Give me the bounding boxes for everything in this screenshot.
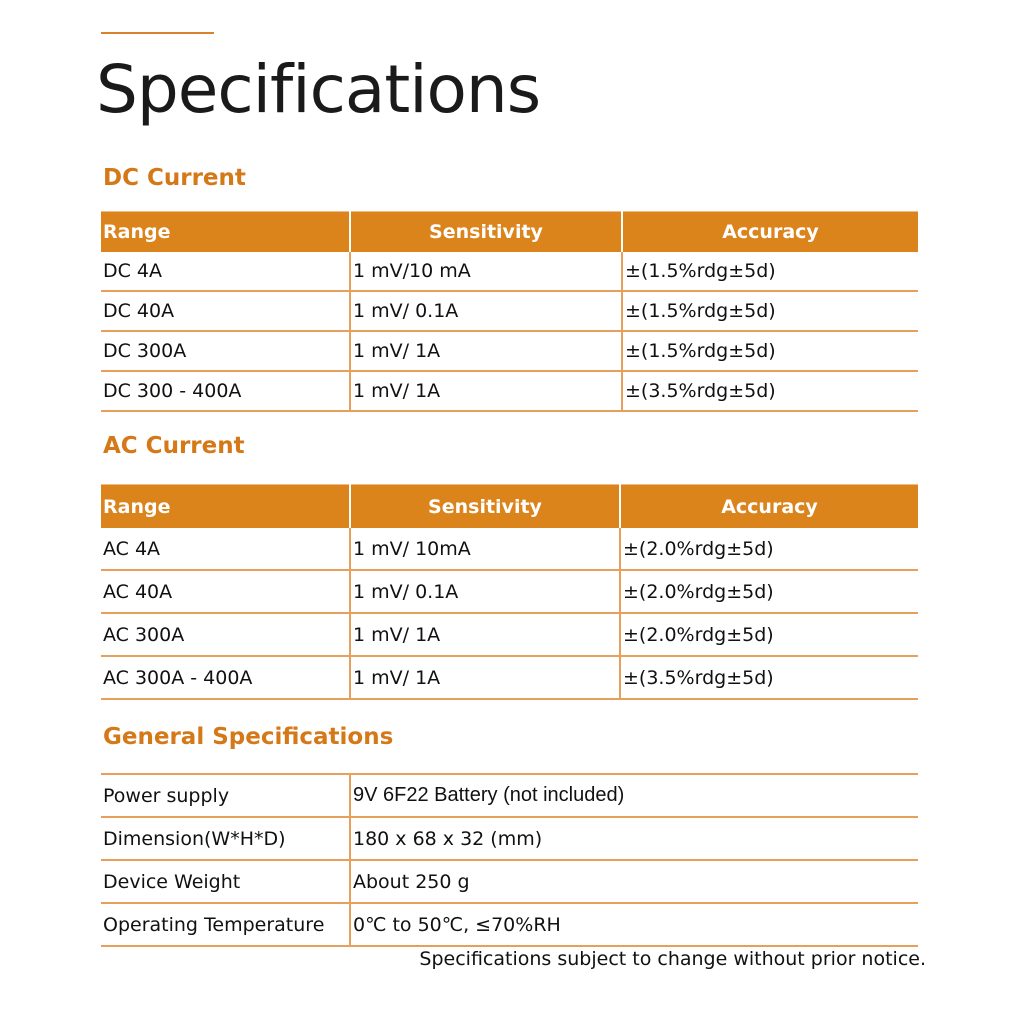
column-header-accuracy: Accuracy xyxy=(620,485,918,529)
accuracy-cell: ±(2.0%rdg±5d) xyxy=(620,613,918,656)
dc-current-table xyxy=(101,211,918,412)
sensitivity-cell: 1 mV/ 1A xyxy=(350,613,620,656)
spec-label-cell: Dimension(W*H*D) xyxy=(101,817,350,860)
table-row xyxy=(101,371,918,411)
sensitivity-cell: 1 mV/ 0.1A xyxy=(350,570,620,613)
table-row xyxy=(101,291,918,331)
accuracy-cell: ±(1.5%rdg±5d) xyxy=(622,331,918,371)
range-cell: AC 300A xyxy=(101,613,350,656)
sensitivity-cell: 1 mV/ 1A xyxy=(350,371,622,411)
table-header-row xyxy=(101,485,918,529)
table-row xyxy=(101,331,918,371)
column-header-range: Range xyxy=(101,485,350,529)
table-row xyxy=(101,613,918,656)
table-row xyxy=(101,528,918,570)
sensitivity-cell: 1 mV/ 0.1A xyxy=(350,291,622,331)
accuracy-cell: ±(1.5%rdg±5d) xyxy=(622,291,918,331)
accuracy-cell: ±(1.5%rdg±5d) xyxy=(622,252,918,291)
spec-value-cell: 0℃ to 50℃, ≤70%RH xyxy=(350,903,918,946)
general-specifications-table xyxy=(101,773,918,947)
accuracy-cell: ±(3.5%rdg±5d) xyxy=(622,371,918,411)
sensitivity-cell: 1 mV/ 10mA xyxy=(350,528,620,570)
top-accent-rule xyxy=(101,32,214,34)
general-specifications-heading: General Specifications xyxy=(103,724,394,750)
sensitivity-cell: 1 mV/ 1A xyxy=(350,656,620,699)
range-cell: DC 40A xyxy=(101,291,350,331)
sensitivity-cell: 1 mV/10 mA xyxy=(350,252,622,291)
range-cell: AC 40A xyxy=(101,570,350,613)
range-cell: DC 4A xyxy=(101,252,350,291)
accuracy-cell: ±(2.0%rdg±5d) xyxy=(620,528,918,570)
spec-label-cell: Device Weight xyxy=(101,860,350,903)
column-header-range: Range xyxy=(101,212,350,253)
table-row xyxy=(101,252,918,291)
table-row xyxy=(101,903,918,946)
sensitivity-cell: 1 mV/ 1A xyxy=(350,331,622,371)
footnote: Specifications subject to change without prior notice. xyxy=(419,948,926,970)
dc-current-heading: DC Current xyxy=(103,165,246,191)
accuracy-cell: ±(2.0%rdg±5d) xyxy=(620,570,918,613)
table-row xyxy=(101,860,918,903)
accuracy-cell: ±(3.5%rdg±5d) xyxy=(620,656,918,699)
table-row xyxy=(101,774,918,817)
spec-label-cell: Operating Temperature xyxy=(101,903,350,946)
ac-current-table xyxy=(101,484,918,700)
spec-value-cell: About 250 g xyxy=(350,860,918,903)
column-header-sensitivity: Sensitivity xyxy=(350,212,622,253)
range-cell: AC 300A - 400A xyxy=(101,656,350,699)
table-row xyxy=(101,570,918,613)
column-header-sensitivity: Sensitivity xyxy=(350,485,620,529)
spec-value-cell: 9V 6F22 Battery (not included) xyxy=(350,774,918,817)
table-row xyxy=(101,817,918,860)
table-header-row xyxy=(101,212,918,253)
range-cell: AC 4A xyxy=(101,528,350,570)
range-cell: DC 300 - 400A xyxy=(101,371,350,411)
range-cell: DC 300A xyxy=(101,331,350,371)
column-header-accuracy: Accuracy xyxy=(622,212,918,253)
table-row xyxy=(101,656,918,699)
spec-value-cell: 180 x 68 x 32 (mm) xyxy=(350,817,918,860)
ac-current-heading: AC Current xyxy=(103,433,245,459)
spec-label-cell: Power supply xyxy=(101,774,350,817)
page-title: Specifications xyxy=(96,51,541,128)
